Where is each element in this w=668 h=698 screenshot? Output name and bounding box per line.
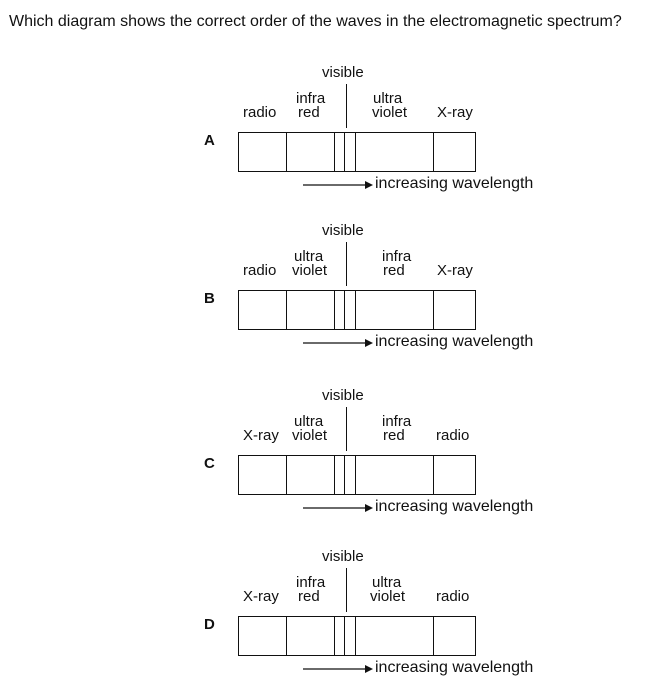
option-letter: C [204, 455, 215, 472]
visible-divider [344, 616, 345, 656]
midright-label-bottom: violet [370, 588, 406, 605]
segment-4 [355, 616, 434, 656]
left-label: radio [243, 104, 277, 121]
option-letter: A [204, 132, 215, 149]
segment-3-visible [334, 455, 356, 495]
segment-3-visible [334, 132, 356, 172]
visible-pointer-line [346, 84, 347, 128]
segment-3-visible [334, 616, 356, 656]
segment-2 [286, 290, 335, 330]
segment-3-visible [334, 290, 356, 330]
segment-2 [286, 455, 335, 495]
option-d[interactable] [0, 546, 668, 696]
visible-pointer-line [346, 242, 347, 286]
segment-5 [433, 132, 476, 172]
segment-4 [355, 132, 434, 172]
left-label: X-ray [243, 588, 279, 605]
visible-divider [344, 455, 345, 495]
visible-label: visible [322, 387, 364, 404]
arrow-label: increasing wavelength [375, 659, 534, 676]
segment-1 [238, 455, 287, 495]
segment-4 [355, 290, 434, 330]
option-letter: B [204, 290, 215, 307]
midright-label-top: ultra [372, 574, 402, 591]
spectrum-bar [238, 132, 475, 172]
arrow-label: increasing wavelength [375, 175, 534, 192]
visible-label: visible [322, 548, 364, 565]
visible-divider [344, 132, 345, 172]
segment-5 [433, 616, 476, 656]
midleft-label-bottom: red [298, 588, 320, 605]
midright-label-bottom: red [383, 262, 405, 279]
question-text: Which diagram shows the correct order of the waves in the electromagnetic spectrum? [9, 13, 622, 30]
visible-pointer-line [346, 568, 347, 612]
visible-label: visible [322, 64, 364, 81]
segment-4 [355, 455, 434, 495]
midleft-label-bottom: red [298, 104, 320, 121]
segment-2 [286, 132, 335, 172]
segment-2 [286, 616, 335, 656]
option-c[interactable] [0, 385, 668, 535]
midleft-label-top: ultra [294, 248, 324, 265]
midleft-label-top: infra [296, 574, 326, 591]
arrow-icon [303, 180, 373, 190]
right-label: X-ray [437, 104, 473, 121]
segment-5 [433, 290, 476, 330]
segment-1 [238, 290, 287, 330]
left-label: X-ray [243, 427, 279, 444]
midright-label-bottom: red [383, 427, 405, 444]
right-label: radio [436, 588, 470, 605]
midleft-label-bottom: violet [292, 427, 328, 444]
visible-divider [344, 290, 345, 330]
right-label: X-ray [437, 262, 473, 279]
segment-1 [238, 132, 287, 172]
arrow-label: increasing wavelength [375, 498, 534, 515]
option-letter: D [204, 616, 215, 633]
midleft-label-top: infra [296, 90, 326, 107]
midright-label-bottom: violet [372, 104, 408, 121]
segment-1 [238, 616, 287, 656]
option-a[interactable] [0, 62, 668, 212]
midleft-label-bottom: violet [292, 262, 328, 279]
spectrum-bar [238, 455, 475, 495]
midright-label-top: ultra [373, 90, 403, 107]
visible-pointer-line [346, 407, 347, 451]
option-b[interactable] [0, 220, 668, 370]
segment-5 [433, 455, 476, 495]
arrow-icon [303, 664, 373, 674]
arrow-icon [303, 503, 373, 513]
right-label: radio [436, 427, 470, 444]
left-label: radio [243, 262, 277, 279]
visible-label: visible [322, 222, 364, 239]
arrow-icon [303, 338, 373, 348]
arrow-label: increasing wavelength [375, 333, 534, 350]
spectrum-bar [238, 290, 475, 330]
midright-label-top: infra [382, 413, 412, 430]
midleft-label-top: ultra [294, 413, 324, 430]
midright-label-top: infra [382, 248, 412, 265]
spectrum-bar [238, 616, 475, 656]
